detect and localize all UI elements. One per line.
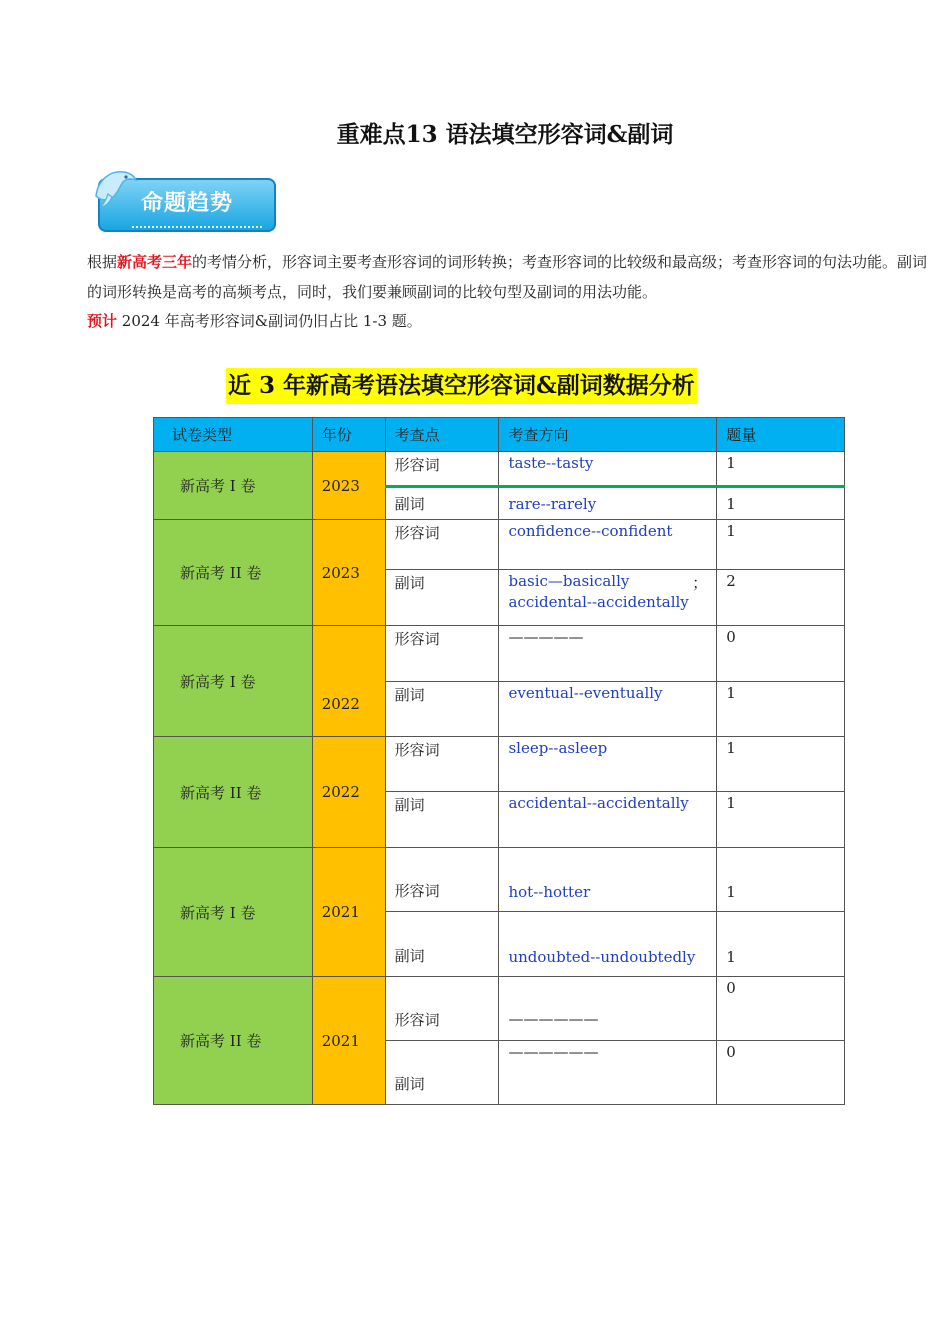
- exam-point: 形容词: [385, 626, 499, 682]
- intro-text-a: 根据: [87, 253, 118, 271]
- paper-type: 新高考 II 卷: [154, 737, 313, 848]
- header-count: 题量: [717, 418, 845, 452]
- exam-direction: taste--tasty: [499, 452, 717, 487]
- exam-point: 副词: [385, 912, 499, 977]
- question-count: 0: [717, 1041, 845, 1105]
- exam-point: 形容词: [385, 737, 499, 792]
- paper-type: 新高考 II 卷: [154, 520, 313, 626]
- exam-point: 形容词: [385, 848, 499, 912]
- table-title: 近 3 年新高考语法填空形容词&副词数据分析: [226, 368, 697, 404]
- direction-separator: ；: [692, 574, 708, 592]
- table-row: [154, 452, 845, 487]
- exam-point: 副词: [385, 1041, 499, 1105]
- intro-highlight-forecast: 预计: [87, 312, 118, 330]
- paper-year: [312, 626, 385, 737]
- paper-year: 2021: [312, 977, 385, 1105]
- paper-year: 2023: [312, 452, 385, 520]
- table-row: [154, 977, 845, 1041]
- paper-year: 2023: [312, 520, 385, 626]
- table-row: [154, 737, 845, 792]
- paper-year: 2021: [312, 848, 385, 977]
- exam-direction: hot--hotter: [499, 848, 717, 912]
- exam-point: 副词: [385, 682, 499, 737]
- paper-type: 新高考 I 卷: [154, 452, 313, 520]
- exam-point: 副词: [385, 487, 499, 520]
- intro-text-b: 的考情分析，形容词主要考查形容词的词形转换；考查形容词的比较级和最高级；考查形容词的句法功能。副词的词形转换是高考的高频考点，同时，我们要兼顾副词的比较句型及副词的用法功能。: [87, 253, 928, 301]
- exam-direction: confidence--confident: [499, 520, 717, 570]
- question-count: 1: [717, 848, 845, 912]
- table-row: [154, 626, 845, 682]
- question-count: 1: [717, 912, 845, 977]
- paper-type: 新高考 II 卷: [154, 977, 313, 1105]
- question-count: 1: [717, 520, 845, 570]
- question-count: 1: [717, 487, 845, 520]
- question-count: 0: [717, 626, 845, 682]
- page-title: 重难点13 语法填空形容词&副词: [336, 121, 674, 148]
- header-point: 考查点: [385, 418, 499, 452]
- table-header-row: [154, 418, 845, 452]
- exam-direction: sleep--asleep: [499, 737, 717, 792]
- exam-point: 副词: [385, 792, 499, 848]
- direction-line-2: accidental--accidentally: [508, 593, 689, 611]
- trend-badge: [92, 166, 282, 238]
- analysis-table: [153, 417, 845, 1105]
- table-row: [154, 520, 845, 570]
- direction-line-1: basic—basically: [508, 572, 630, 590]
- question-count: 1: [717, 792, 845, 848]
- intro-highlight-years: 新高考三年: [117, 253, 193, 271]
- header-direction: 考查方向: [499, 418, 717, 452]
- exam-direction: —————: [499, 626, 717, 682]
- exam-direction: rare--rarely: [499, 487, 717, 520]
- exam-direction: ——————: [499, 977, 717, 1041]
- exam-direction: ——————: [499, 1041, 717, 1105]
- exam-point: 形容词: [385, 452, 499, 487]
- question-count: 1: [717, 737, 845, 792]
- question-count: 1: [717, 682, 845, 737]
- intro-paragraph-2: [87, 306, 932, 336]
- badge-label: 命题趋势: [140, 191, 233, 216]
- exam-point: 形容词: [385, 520, 499, 570]
- paper-year: 2022: [312, 737, 385, 848]
- exam-direction-multi: [499, 570, 717, 626]
- badge-wave: [132, 218, 262, 228]
- exam-direction: undoubted--undoubtedly: [499, 912, 717, 977]
- exam-point: 形容词: [385, 977, 499, 1041]
- intro-paragraph-1: [87, 247, 932, 307]
- intro-text-forecast: 2024 年高考形容词&副词仍旧占比 1-3 题。: [117, 312, 422, 330]
- exam-point: 副词: [385, 570, 499, 626]
- question-count: 0: [717, 977, 845, 1041]
- paper-type: 新高考 I 卷: [154, 848, 313, 977]
- paper-year-text: 2022: [321, 695, 360, 713]
- paper-type: 新高考 I 卷: [154, 626, 313, 737]
- header-year: 年份: [312, 418, 385, 452]
- exam-direction: eventual--eventually: [499, 682, 717, 737]
- exam-direction: accidental--accidentally: [499, 792, 717, 848]
- table-row: [154, 848, 845, 912]
- header-type: 试卷类型: [154, 418, 313, 452]
- question-count: 1: [717, 452, 845, 487]
- dolphin-icon: [92, 166, 138, 210]
- question-count: 2: [717, 570, 845, 626]
